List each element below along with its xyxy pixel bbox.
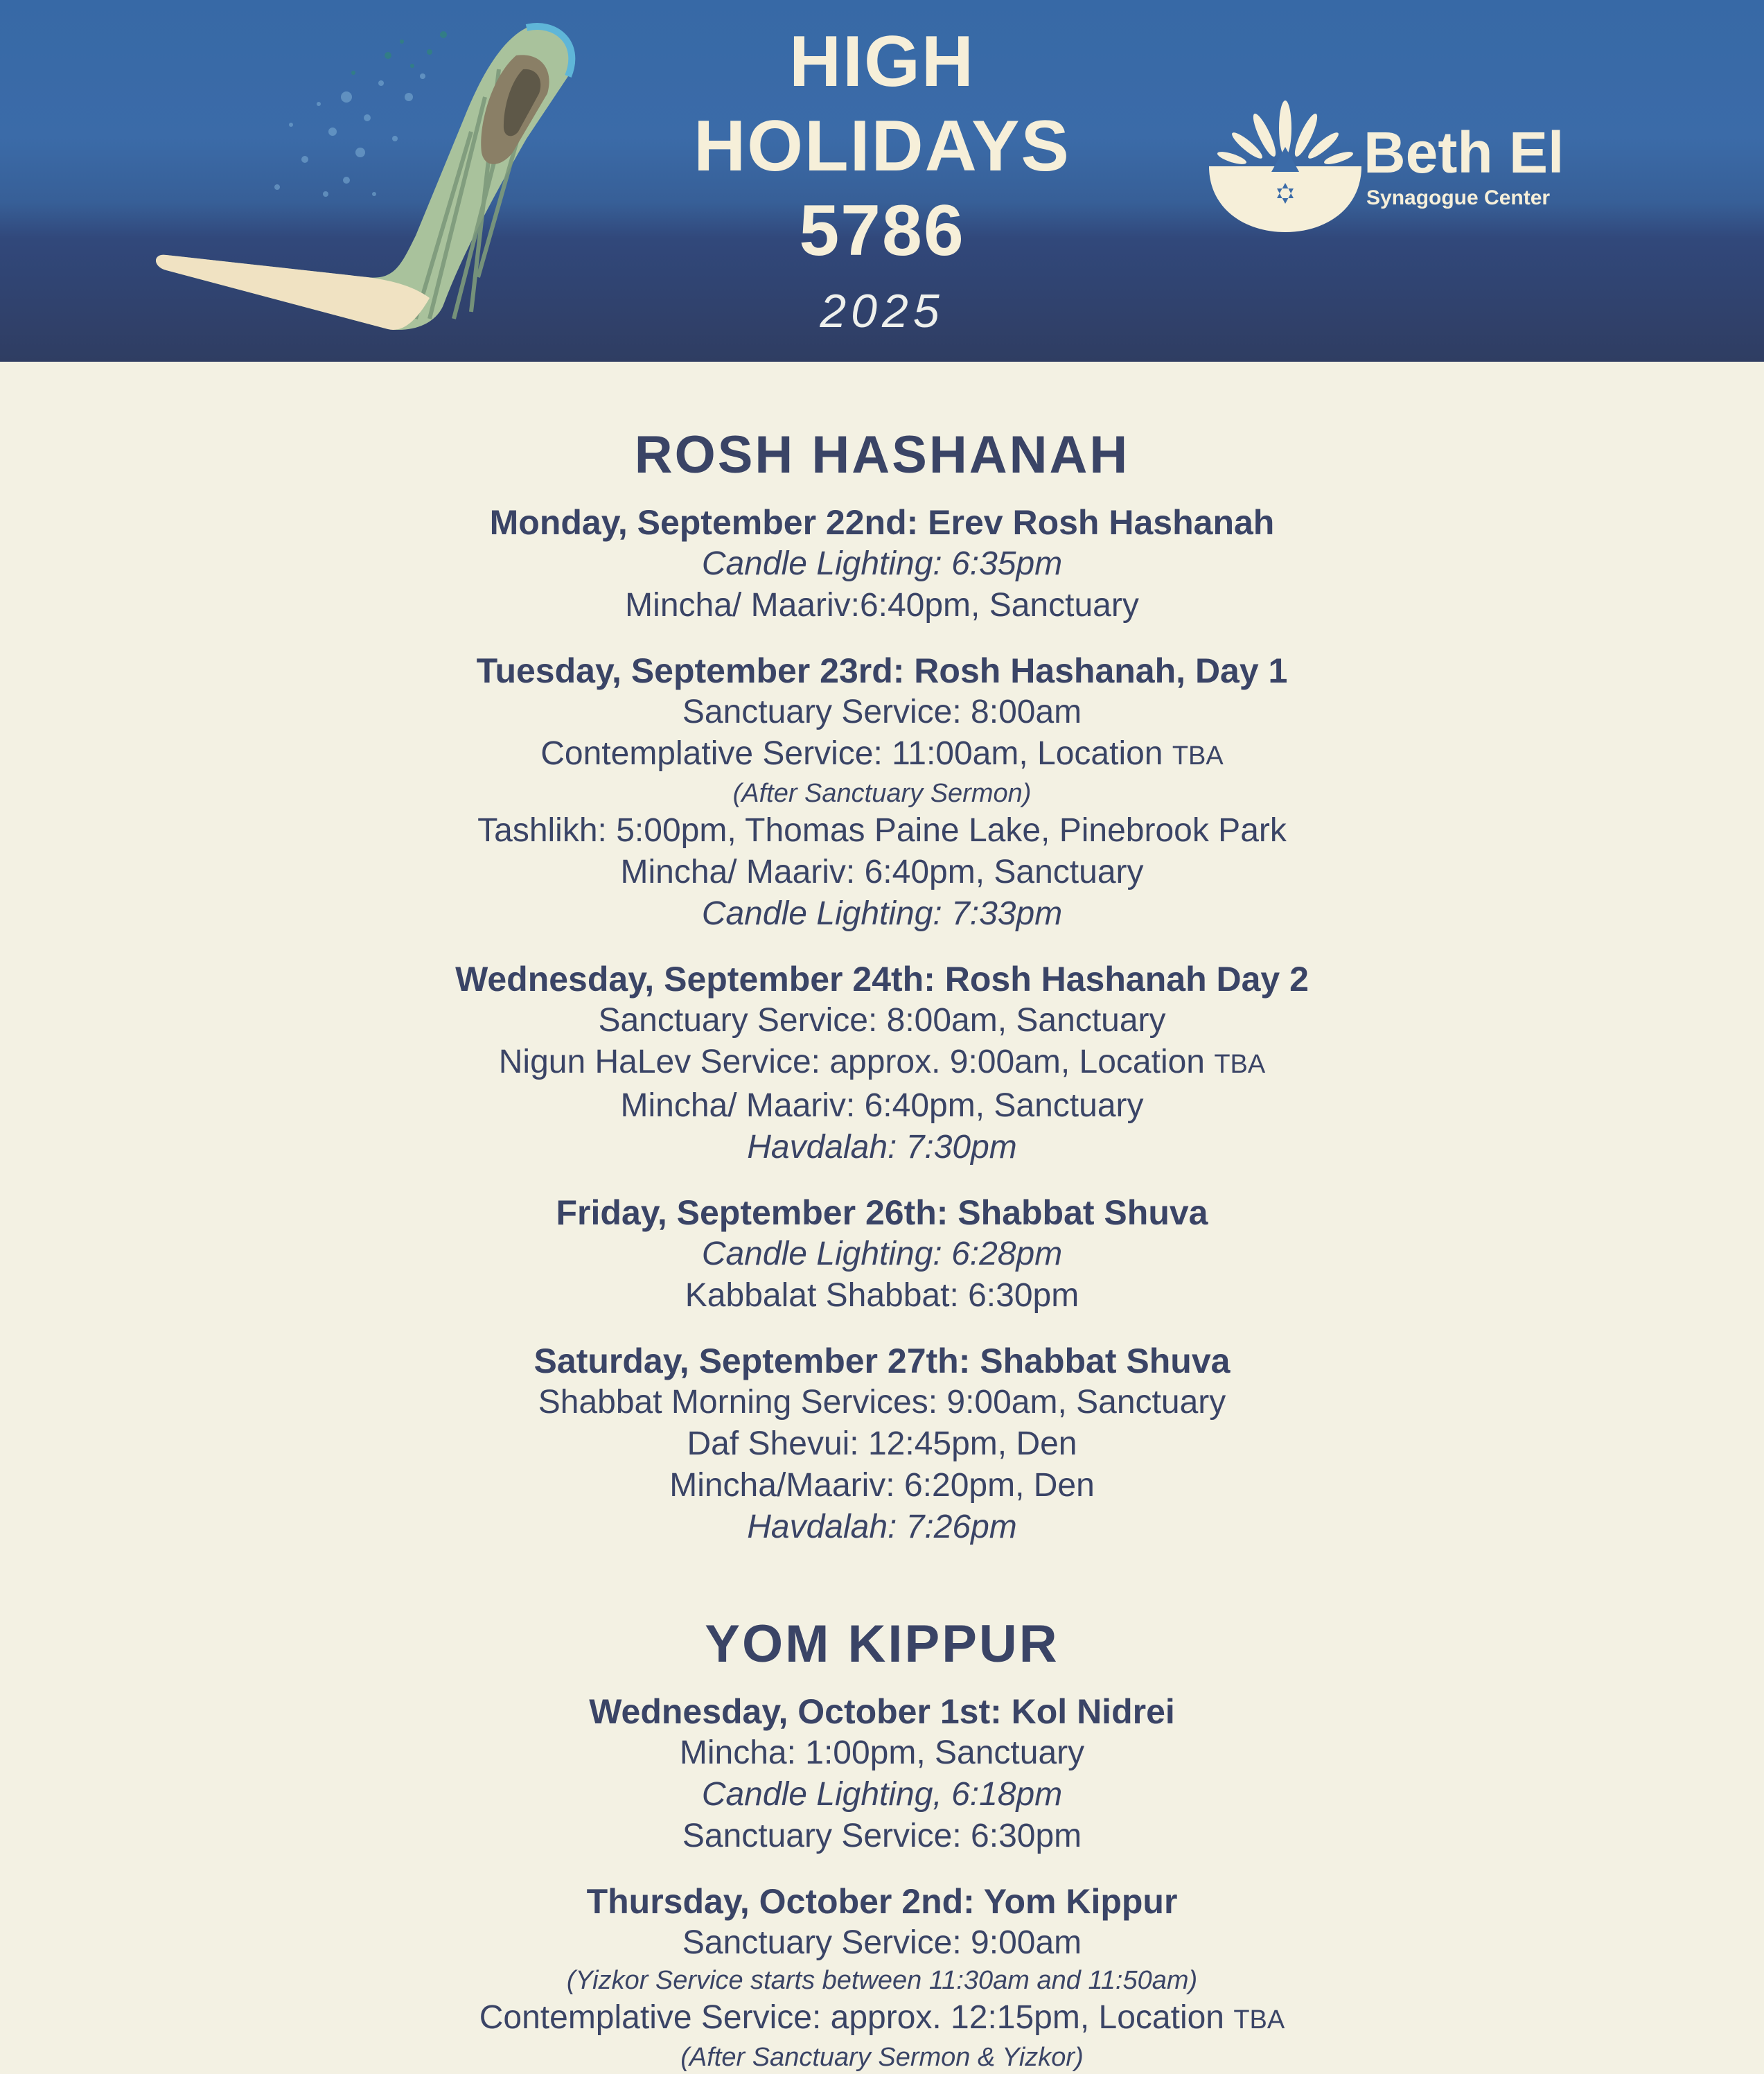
event-line: Candle Lighting: 6:35pm xyxy=(701,545,1063,582)
event-line: Sanctuary Service: 8:00am xyxy=(682,694,1082,730)
event-line: Mincha/ Maariv:6:40pm, Sanctuary xyxy=(625,587,1139,624)
tba-label: TBA xyxy=(1214,1050,1266,1079)
event-line: Havdalah: 7:26pm xyxy=(747,1509,1017,1545)
event-heading: Wednesday, October 1st: Kol Nidrei xyxy=(589,1692,1175,1731)
event-line: Havdalah: 7:30pm xyxy=(747,1129,1017,1166)
event-line-text: Contemplative Service: 11:00am, Location xyxy=(540,735,1163,772)
schedule-content xyxy=(0,362,1764,2074)
event-heading: Tuesday, September 23rd: Rosh Hashanah, Day 1 xyxy=(476,651,1288,690)
event-line: Candle Lighting: 7:33pm xyxy=(701,895,1063,932)
event-line-text: Nigun HaLev Service: approx. 9:00am, Location xyxy=(498,1044,1205,1080)
event-kol-nidrei xyxy=(0,1691,1764,1857)
title-line-3: 5786 xyxy=(799,191,965,271)
beth-el-logo-icon xyxy=(1206,97,1365,236)
tba-label: TBA xyxy=(1233,2005,1285,2035)
event-line xyxy=(0,1997,1764,2041)
event-line-text: Contemplative Service: approx. 12:15pm, Location xyxy=(479,1999,1224,2036)
event-line: Sanctuary Service: 6:30pm xyxy=(682,1818,1082,1854)
title-line-1: HIGH xyxy=(789,21,975,102)
event-heading: Thursday, October 2nd: Yom Kippur xyxy=(586,1882,1178,1921)
event-line xyxy=(0,733,1764,777)
event-line: Shabbat Morning Services: 9:00am, Sanctuary xyxy=(538,1384,1226,1421)
event-heading: Monday, September 22nd: Erev Rosh Hashanah xyxy=(489,503,1275,542)
event-line: Mincha: 1:00pm, Sanctuary xyxy=(679,1734,1085,1771)
event-line: Kabbalat Shabbat: 6:30pm xyxy=(685,1277,1079,1314)
section-title-rosh-hashanah: ROSH HASHANAH xyxy=(634,425,1130,484)
event-rosh-hashanah-day-2 xyxy=(0,958,1764,1168)
event-line: Mincha/ Maariv: 6:40pm, Sanctuary xyxy=(620,854,1144,890)
event-line: Daf Shevui: 12:45pm, Den xyxy=(687,1425,1077,1462)
section-title-yom-kippur: YOM KIPPUR xyxy=(705,1615,1059,1673)
event-heading: Friday, September 26th: Shabbat Shuva xyxy=(556,1193,1208,1232)
tba-label: TBA xyxy=(1172,741,1224,771)
event-shabbat-shuva-saturday xyxy=(0,1340,1764,1548)
event-line: Mincha/ Maariv: 6:40pm, Sanctuary xyxy=(620,1087,1144,1124)
logo-subtitle: Synagogue Center xyxy=(1366,186,1551,209)
event-yom-kippur xyxy=(0,1881,1764,2074)
event-heading: Wednesday, September 24th: Rosh Hashanah Day 2 xyxy=(455,960,1309,999)
title-line-2: HOLIDAYS xyxy=(694,106,1070,186)
event-shabbat-shuva-friday xyxy=(0,1192,1764,1317)
event-rosh-hashanah-day-1 xyxy=(0,650,1764,935)
logo-name: Beth El xyxy=(1364,120,1564,185)
event-erev-rosh-hashanah xyxy=(0,502,1764,626)
title-year: 2025 xyxy=(820,285,944,337)
event-line: Candle Lighting: 6:28pm xyxy=(701,1236,1063,1272)
event-note: (Yizkor Service starts between 11:30am and 11:50am) xyxy=(566,1966,1198,1995)
event-heading: Saturday, September 27th: Shabbat Shuva xyxy=(533,1342,1231,1380)
event-line: Tashlikh: 5:00pm, Thomas Paine Lake, Pinebrook Park xyxy=(477,812,1287,849)
event-line: Sanctuary Service: 9:00am xyxy=(682,1924,1082,1961)
event-note: (After Sanctuary Sermon & Yizkor) xyxy=(680,2043,1084,2072)
event-line: Sanctuary Service: 8:00am, Sanctuary xyxy=(598,1002,1166,1039)
header-banner xyxy=(0,0,1764,362)
event-line xyxy=(0,1042,1764,1085)
event-line: Mincha/Maariv: 6:20pm, Den xyxy=(669,1467,1095,1504)
event-note: (After Sanctuary Sermon) xyxy=(732,779,1032,808)
event-line: Candle Lighting, 6:18pm xyxy=(701,1776,1063,1813)
